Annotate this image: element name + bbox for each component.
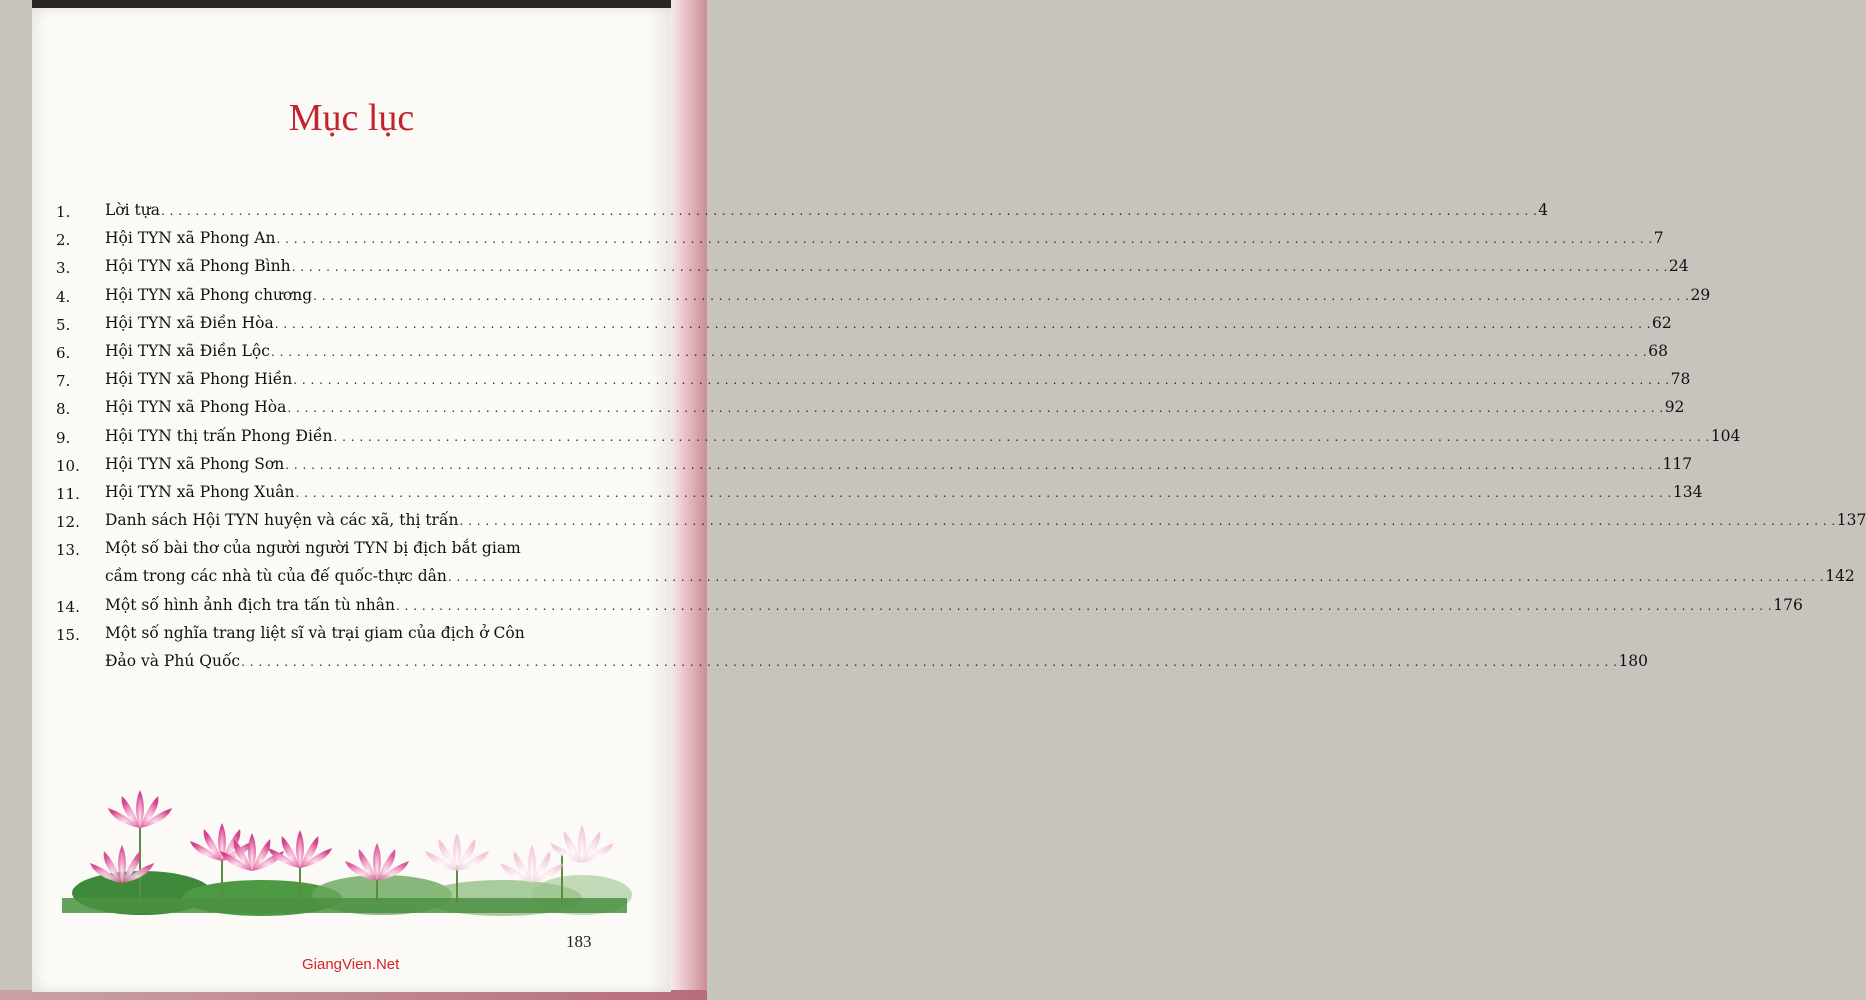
toc-entry-title: cầm trong các nhà tù của đế quốc-thực dân <box>105 567 447 586</box>
toc-entry-page: 134 <box>1672 482 1703 501</box>
page-top-edge <box>32 0 677 8</box>
toc-entry-line <box>105 393 1685 421</box>
toc-entry <box>32 337 1668 365</box>
toc-entry-number: 2. <box>56 231 71 250</box>
toc-entry-page: 176 <box>1773 595 1803 614</box>
toc-entry-page: 24 <box>1668 257 1689 276</box>
toc-leader-dots: . . . . . . . . . . . . . . . . . . . . . . . . . . . . . . . . . . . . . . . . . . . . . . . . . . . . . . . . . . . . . . . . . . . . . . . . . . . . . . . . . . . . . . . . . . . . . . . . . . . . . . . . . . . . . . . . . . . . . . . . . . . . . . . . . . . . . . . . . . . . . . . . . . . . . . . . . . . . . . . . <box>293 373 1670 388</box>
toc-entry <box>32 619 1649 675</box>
toc-entry-page: 142 <box>1825 567 1855 586</box>
toc-entry-number: 7. <box>56 372 71 391</box>
toc-entry-number: 10. <box>56 456 80 475</box>
toc-entry-title: Hội TYN xã Điền Lộc <box>105 341 270 360</box>
toc-entry-line <box>105 647 1649 675</box>
toc-entry-title: Hội TYN xã Phong Sơn <box>105 454 285 473</box>
watermark: GiangVien.Net <box>302 956 400 973</box>
toc-entry-line <box>105 450 1693 478</box>
toc-entry <box>32 506 1866 534</box>
toc-entry-line <box>105 619 595 647</box>
toc-entry-page: 92 <box>1664 398 1685 417</box>
toc-entry <box>32 365 1691 393</box>
toc-entry-page: 68 <box>1648 341 1668 360</box>
toc-entry-title: Hội TYN xã Phong Hòa <box>105 398 287 417</box>
toc-leader-dots: . . . . . . . . . . . . . . . . . . . . . . . . . . . . . . . . . . . . . . . . . . . . . . . . . . . . . . . . . . . . . . . . . . . . . . . . . . . . . . . . . . . . . . . . . . . . . . . . . . . . . . . . . . . . . . . . . . . . . . . . . . . . . . . . . . . . . . . . . . . . . . . . . . . . . . . . . . . . . . . . <box>295 485 1672 500</box>
toc-leader-dots: . . . . . . . . . . . . . . . . . . . . . . . . . . . . . . . . . . . . . . . . . . . . . . . . . . . . . . . . . . . . . . . . . . . . . . . . . . . . . . . . . . . . . . . . . . . . . . . . . . . . . . . . . . . . . . . . . . . . . . . . . . . . . . . . . . . . . . . . . . . . . . . . . . . . . . . . . . . . . . . . <box>287 401 1664 416</box>
toc-entry-page: 29 <box>1690 285 1711 304</box>
toc-entry-title: Hội TYN xã Phong chương <box>105 285 313 304</box>
toc-entry-line <box>105 534 595 562</box>
toc-entry-number: 4. <box>56 287 71 306</box>
toc-entry-line <box>105 365 1691 393</box>
toc-leader-dots: . . . . . . . . . . . . . . . . . . . . . . . . . . . . . . . . . . . . . . . . . . . . . . . . . . . . . . . . . . . . . . . . . . . . . . . . . . . . . . . . . . . . . . . . . . . . . . . . . . . . . . . . . . . . . . . . . . . . . . . . . . . . . . . . . . . . . . . . . . . . . . . . . . . . . . . . . . . . . . . . <box>313 288 1690 303</box>
toc-entry-page: 62 <box>1652 313 1672 332</box>
toc-entry-line <box>105 337 1668 365</box>
toc-entry <box>32 393 1685 421</box>
toc-entry-title: Hội TYN xã Điền Hòa <box>105 313 274 332</box>
toc-leader-dots: . . . . . . . . . . . . . . . . . . . . . . . . . . . . . . . . . . . . . . . . . . . . . . . . . . . . . . . . . . . . . . . . . . . . . . . . . . . . . . . . . . . . . . . . . . . . . . . . . . . . . . . . . . . . . . . . . . . . . . . . . . . . . . . . . . . . . . . . . . . . . . . . . . . . . . . . . . . . . . . . <box>285 457 1662 472</box>
toc-entry-title: Hội TYN xã Phong Xuân <box>105 482 295 501</box>
toc-leader-dots: . . . . . . . . . . . . . . . . . . . . . . . . . . . . . . . . . . . . . . . . . . . . . . . . . . . . . . . . . . . . . . . . . . . . . . . . . . . . . . . . . . . . . . . . . . . . . . . . . . . . . . . . . . . . . . . . . . . . . . . . . . . . . . . . . . . . . . . . . . . . . . . . . . . . . . . . . . . . . . . . <box>276 232 1653 247</box>
toc-entry <box>32 450 1693 478</box>
toc-leader-dots: . . . . . . . . . . . . . . . . . . . . . . . . . . . . . . . . . . . . . . . . . . . . . . . . . . . . . . . . . . . . . . . . . . . . . . . . . . . . . . . . . . . . . . . . . . . . . . . . . . . . . . . . . . . . . . . . . . . . . . . . . . . . . . . . . . . . . . . . . . . . . . . . . . . . . . . . . . . . . . . . <box>270 344 1648 359</box>
toc-leader-dots: . . . . . . . . . . . . . . . . . . . . . . . . . . . . . . . . . . . . . . . . . . . . . . . . . . . . . . . . . . . . . . . . . . . . . . . . . . . . . . . . . . . . . . . . . . . . . . . . . . . . . . . . . . . . . . . . . . . . . . . . . . . . . . . . . . . . . . . . . . . . . . . . . . . . . . . . . . . . . . . . <box>291 260 1668 275</box>
page-title: Mục lục <box>288 97 415 139</box>
toc-entry-number: 13. <box>56 541 80 560</box>
toc-leader-dots: . . . . . . . . . . . . . . . . . . . . . . . . . . . . . . . . . . . . . . . . . . . . . . . . . . . . . . . . . . . . . . . . . . . . . . . . . . . . . . . . . . . . . . . . . . . . . . . . . . . . . . . . . . . . . . . . . . . . . . . . . . . . . . . . . . . . . . . . . . . . . . . . . . . . . . . . . . . . . . . . <box>395 598 1773 613</box>
toc-entry-number: 11. <box>56 484 80 503</box>
toc-entry-line <box>105 422 1741 450</box>
toc-leader-dots: . . . . . . . . . . . . . . . . . . . . . . . . . . . . . . . . . . . . . . . . . . . . . . . . . . . . . . . . . . . . . . . . . . . . . . . . . . . . . . . . . . . . . . . . . . . . . . . . . . . . . . . . . . . . . . . . . . . . . . . . . . . . . . . . . . . . . . . . . . . . . . . . . . . . . . . . . . . . . . . . <box>241 655 1618 670</box>
toc-leader-dots: . . . . . . . . . . . . . . . . . . . . . . . . . . . . . . . . . . . . . . . . . . . . . . . . . . . . . . . . . . . . . . . . . . . . . . . . . . . . . . . . . . . . . . . . . . . . . . . . . . . . . . . . . . . . . . . . . . . . . . . . . . . . . . . . . . . . . . . . . . . . . . . . . . . . . . . . . . . . . . . . <box>447 570 1825 585</box>
lotus-illustration <box>62 753 627 913</box>
toc-entry <box>32 478 1703 506</box>
toc-entry <box>32 281 1711 309</box>
toc-entry-line <box>105 478 1703 506</box>
toc-entry-title: Một số bài thơ của người người TYN bị địch bắt giam <box>105 539 521 558</box>
toc-entry-line <box>105 309 1672 337</box>
toc-entry-title: Đảo và Phú Quốc <box>105 652 241 671</box>
toc-entry-number: 1. <box>56 203 71 221</box>
toc-entry-title: Lời tựa <box>105 201 160 219</box>
toc-entry <box>32 252 1689 280</box>
toc-entry-number: 12. <box>56 513 80 532</box>
toc-entry-page: 7 <box>1653 229 1664 248</box>
toc-entry-line <box>105 591 1803 619</box>
toc-entry-page: 104 <box>1710 426 1741 445</box>
toc-entry-title: Hội TYN xã Phong An <box>105 229 276 248</box>
toc-entry-line <box>105 224 1664 252</box>
toc-entry-page: 180 <box>1618 652 1649 671</box>
toc-entry-line <box>105 252 1689 280</box>
toc-entry-title: Một số nghĩa trang liệt sĩ và trại giam của địch ở Côn <box>105 623 525 642</box>
toc-entry-title: Một số hình ảnh địch tra tấn tù nhân <box>105 595 395 614</box>
toc-entry-page: 137 <box>1836 511 1866 530</box>
toc-entry-number: 5. <box>56 315 71 334</box>
toc-entry-number: 8. <box>56 400 71 419</box>
toc-entry-page: 78 <box>1670 370 1691 389</box>
toc-entry-number: 9. <box>56 428 71 447</box>
toc-entry <box>32 309 1672 337</box>
toc-leader-dots: . . . . . . . . . . . . . . . . . . . . . . . . . . . . . . . . . . . . . . . . . . . . . . . . . . . . . . . . . . . . . . . . . . . . . . . . . . . . . . . . . . . . . . . . . . . . . . . . . . . . . . . . . . . . . . . . . . . . . . . . . . . . . . . . . . . . . . . . . . . . . . . . . . . . . . . . . . . . . . . . <box>333 429 1710 444</box>
toc-entry-line <box>105 196 1549 224</box>
toc-entry <box>32 591 1803 619</box>
toc-entry-line <box>105 562 1855 590</box>
document-page <box>32 8 1866 992</box>
toc-leader-dots: . . . . . . . . . . . . . . . . . . . . . . . . . . . . . . . . . . . . . . . . . . . . . . . . . . . . . . . . . . . . . . . . . . . . . . . . . . . . . . . . . . . . . . . . . . . . . . . . . . . . . . . . . . . . . . . . . . . . . . . . . . . . . . . . . . . . . . . . . . . . . . . . . . . . . . . . . . . . . . . . <box>160 204 1538 218</box>
page-number: 183 <box>566 932 592 951</box>
toc-entry-number: 6. <box>56 343 71 362</box>
toc-entry-line <box>105 281 1711 309</box>
toc-entry <box>32 534 1855 590</box>
toc-entry-title: Hội TYN xã Phong Hiền <box>105 370 293 389</box>
lotus-flowers <box>90 790 614 883</box>
toc-entry <box>32 196 1549 224</box>
toc-entry-title: Hội TYN thị trấn Phong Điền <box>105 426 333 445</box>
toc-entry <box>32 224 1664 252</box>
toc-entry-title: Hội TYN xã Phong Bình <box>105 257 291 276</box>
toc-leader-dots: . . . . . . . . . . . . . . . . . . . . . . . . . . . . . . . . . . . . . . . . . . . . . . . . . . . . . . . . . . . . . . . . . . . . . . . . . . . . . . . . . . . . . . . . . . . . . . . . . . . . . . . . . . . . . . . . . . . . . . . . . . . . . . . . . . . . . . . . . . . . . . . . . . . . . . . . . . . . . . . . <box>274 316 1652 331</box>
table-of-contents <box>32 196 1866 675</box>
toc-entry-line <box>105 506 1866 534</box>
toc-entry-number: 3. <box>56 259 71 278</box>
toc-entry-page: 4 <box>1538 201 1549 219</box>
toc-leader-dots: . . . . . . . . . . . . . . . . . . . . . . . . . . . . . . . . . . . . . . . . . . . . . . . . . . . . . . . . . . . . . . . . . . . . . . . . . . . . . . . . . . . . . . . . . . . . . . . . . . . . . . . . . . . . . . . . . . . . . . . . . . . . . . . . . . . . . . . . . . . . . . . . . . . . . . . . . . . . . . . . <box>459 514 1836 529</box>
toc-entry-title: Danh sách Hội TYN huyện và các xã, thị trấn <box>105 511 459 530</box>
toc-entry-page: 117 <box>1662 454 1693 473</box>
toc-entry-number: 14. <box>56 597 80 616</box>
toc-entry <box>32 422 1741 450</box>
toc-entry-number: 15. <box>56 625 80 644</box>
